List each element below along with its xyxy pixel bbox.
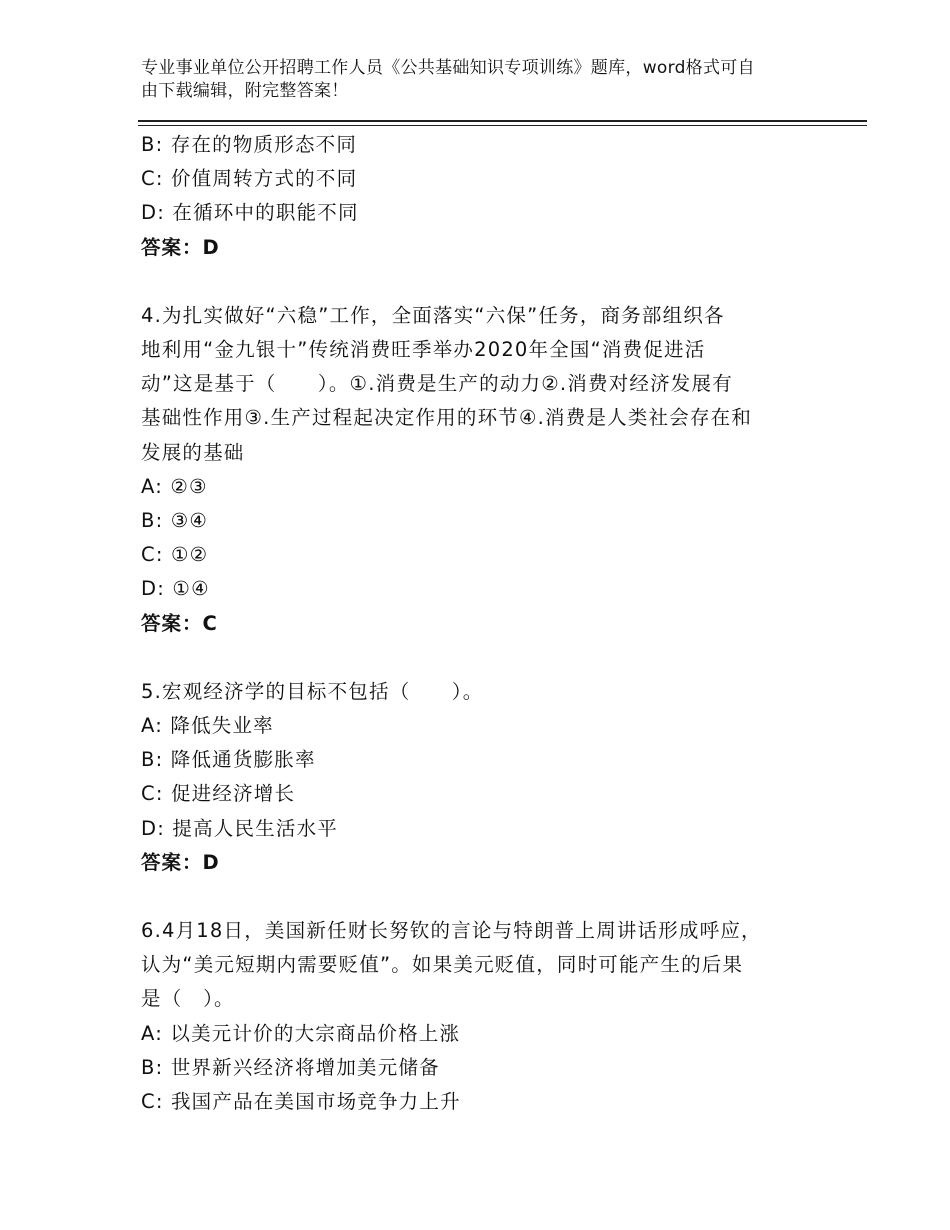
question-5 [141,675,801,880]
option-b: B: 存在的物质形态不同 [141,133,358,156]
question-text-line: 认为“美元短期内需要贬值”。如果美元贬值，同时可能产生的后果 [141,953,744,977]
option-d: D: 提高人民生活水平 [141,816,338,840]
question-text-line: 是（ ）。 [141,987,235,1011]
option-c: C: 价值周转方式的不同 [141,167,358,191]
question-text-line: 6.4月18日，美国新任财长努钦的言论与特朗普上周讲话形成呼应， [141,919,762,943]
header-line-1: 专业事业单位公开招聘工作人员《公共基础知识专项训练》题库，word格式可自 [141,58,755,78]
option-b: B: 降低通货膨胀率 [141,748,316,772]
question-text-line: 基础性作用③.生产过程起决定作用的环节④.消费是人类社会存在和 [141,406,753,430]
option-c: C: 我国产品在美国市场竞争力上升 [141,1090,461,1114]
option-c: C: ①② [141,543,209,567]
question-text-line: 动”这是基于（ ）。①.消费是生产的动力②.消费对经济发展有 [141,372,733,396]
option-b: B: 世界新兴经济将增加美元储备 [141,1055,440,1079]
header-line-2: 由下载编辑，附完整答案！ [141,81,349,101]
document-header [141,57,821,103]
question-text-line: 4.为扎实做好“六稳”工作，全面落实“六保”任务，商务部组织各 [141,303,725,327]
answer-label: 答案：C [141,611,218,635]
spacer [141,880,801,914]
answer-label: 答案：D [141,850,220,874]
question-4 [141,299,801,641]
question-text-line: 发展的基础 [141,440,245,464]
option-a: A: 降低失业率 [141,714,274,738]
question-text-line: 5.宏观经济学的目标不包括（ ）。 [141,679,484,703]
option-a: A: ②③ [141,474,208,498]
option-a: A: 以美元计价的大宗商品价格上涨 [141,1021,461,1045]
header-divider-thin [138,125,867,126]
header-divider-thick [138,120,867,122]
question-text-line: 地利用“金九银十”传统消费旺季举办2020年全国“消费促进活 [141,338,706,362]
answer-label: 答案：D [141,235,220,259]
spacer [141,641,801,675]
option-b: B: ③④ [141,509,209,533]
question-content [141,128,801,1119]
option-c: C: 促进经济增长 [141,782,296,806]
spacer [141,265,801,299]
question-3-tail [141,128,801,265]
question-6 [141,914,801,1119]
option-d: D: 在循环中的职能不同 [141,201,359,225]
option-d: D: ①④ [141,577,210,601]
